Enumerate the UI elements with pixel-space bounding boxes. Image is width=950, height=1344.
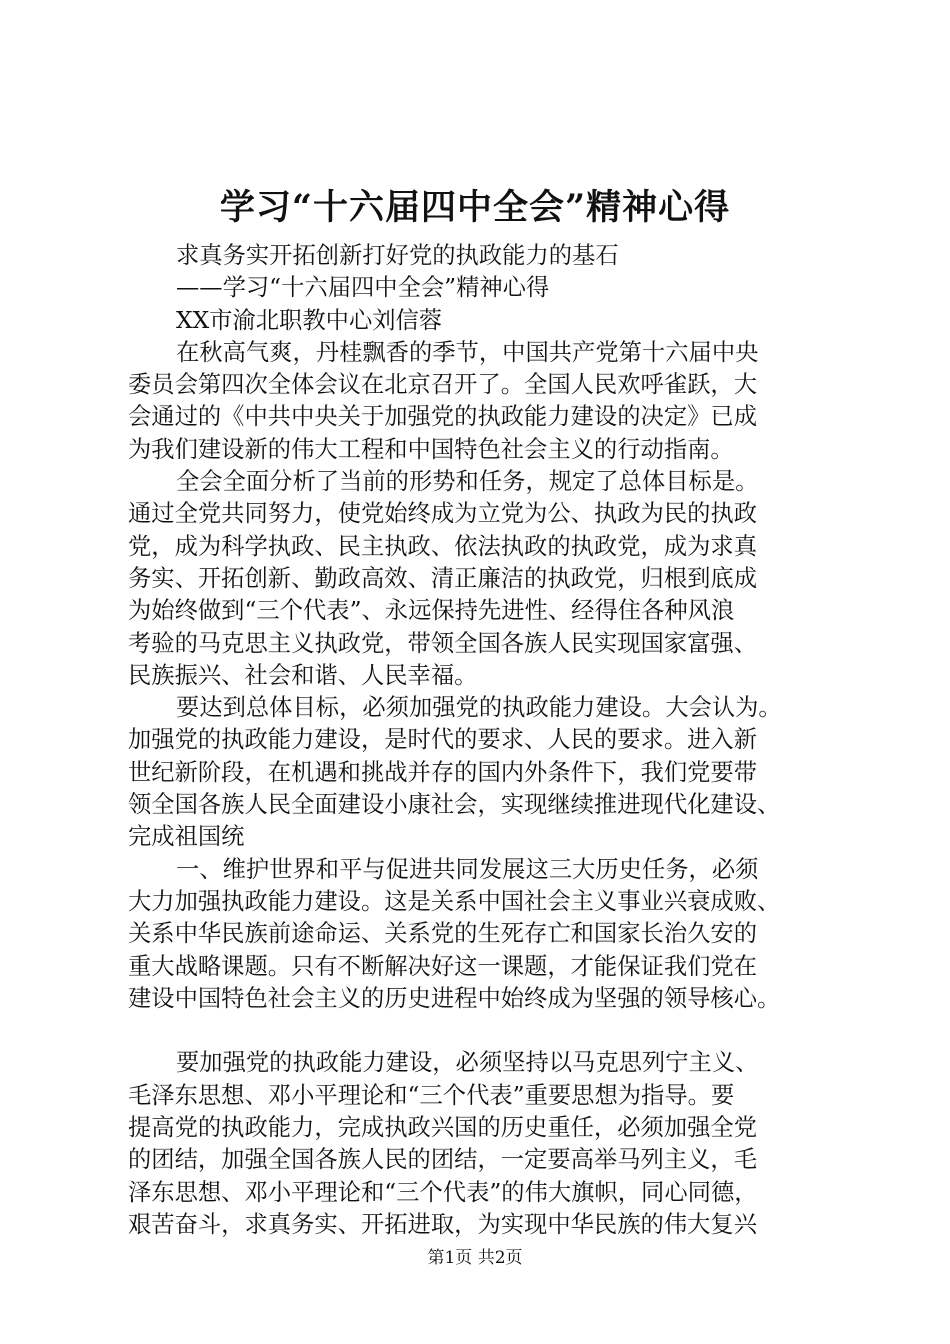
text-line: 考验的马克思主义执政党，带领全国各族人民实现国家富强、: [128, 629, 758, 657]
document-body: [128, 240, 852, 1241]
text-line: 委员会第四次全体会议在北京召开了。全国人民欢呼雀跃，大: [128, 371, 758, 399]
text-line: 求真务实开拓创新打好党的执政能力的基石: [176, 242, 619, 269]
text-line: 全会全面分析了当前的形势和任务，规定了总体目标是。: [176, 468, 759, 496]
text-line: 要达到总体目标，必须加强党的执政能力建设。大会认为。: [176, 694, 782, 722]
text-line: 会通过的《中共中央关于加强党的执政能力建设的决定》已成: [128, 403, 758, 431]
text-line: 提高党的执政能力，完成执政兴国的历史重任，必须加强全党: [128, 1114, 758, 1142]
text-line: 在秋高气爽，丹桂飘香的季节，中国共产党第十六届中央: [176, 338, 759, 366]
text-line: 通过全党共同努力，使党始终成为立党为公、执政为民的执政: [128, 500, 758, 528]
text-line: 加强党的执政能力建设，是时代的要求、人民的要求。进入新: [128, 726, 758, 754]
text-line: 要加强党的执政能力建设，必须坚持以马克思列宁主义、: [176, 1049, 759, 1077]
text-line: 务实、开拓创新、勤政高效、清正廉洁的执政党，归根到底成: [128, 564, 758, 592]
text-line: 为我们建设新的伟大工程和中国特色社会主义的行动指南。: [128, 435, 734, 463]
text-line: 为始终做到“三个代表”、永远保持先进性、经得住各种风浪: [128, 597, 735, 625]
text-line: 一、维护世界和平与促进共同发展这三大历史任务，必须: [176, 855, 759, 883]
text-line: 关系中华民族前途命运、关系党的生死存亡和国家长治久安的: [128, 920, 758, 948]
text-line: 党，成为科学执政、民主执政、依法执政的执政党，成为求真: [128, 532, 758, 560]
document-title: 学习“十六届四中全会”精神心得: [219, 187, 731, 228]
text-line: 泽东思想、邓小平理论和“三个代表”的伟大旗帜，同心同德，: [128, 1178, 758, 1206]
text-line: 的团结，加强全国各族人民的团结，一定要高举马列主义，毛: [128, 1146, 758, 1174]
text-line: ——学习“十六届四中全会”精神心得: [176, 274, 550, 302]
page-number: 第1页 共2页: [427, 1248, 523, 1268]
text-line: 领全国各族人民全面建设小康社会，实现继续推进现代化建设、: [128, 791, 781, 819]
text-line: 重大战略课题。只有不断解决好这一课题，才能保证我们党在: [128, 952, 758, 980]
blank-line: [128, 1015, 852, 1047]
text-line: 大力加强执政能力建设。这是关系中国社会主义事业兴衰成败、: [128, 887, 781, 915]
text-line: 民族振兴、社会和谐、人民幸福。: [128, 661, 478, 689]
text-line: 世纪新阶段，在机遇和挑战并存的国内外条件下，我们党要带: [128, 758, 758, 786]
text-line: 毛泽东思想、邓小平理论和“三个代表”重要思想为指导。要: [128, 1081, 735, 1109]
text-line: XX市渝北职教中心刘信蓉: [176, 306, 443, 334]
text-line: 艰苦奋斗，求真务实、开拓进取，为实现中华民族的伟大复兴: [128, 1210, 758, 1238]
text-line: 建设中国特色社会主义的历史进程中始终成为坚强的领导核心。: [128, 984, 781, 1012]
text-line: 完成祖国统: [128, 823, 245, 851]
